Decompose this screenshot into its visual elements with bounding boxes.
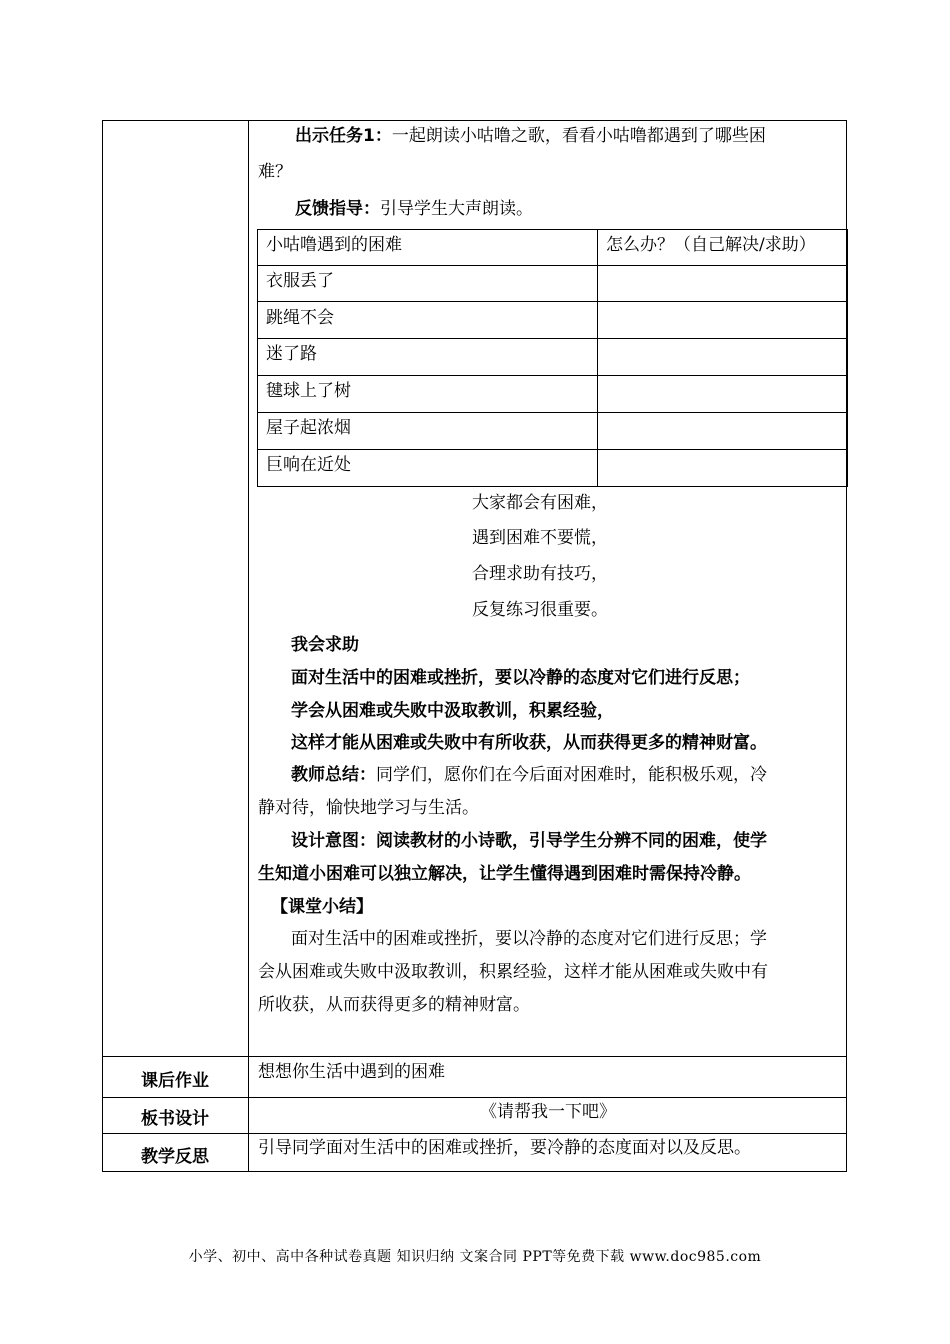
teacher-summary-line-2: 静对待，愉快地学习与生活。	[258, 798, 479, 818]
teacher-summary-text: 同学们，愿你们在今后面对困难时，能积极乐观，冷	[376, 765, 767, 785]
poem-line: 合理求助有技巧，	[472, 564, 608, 584]
difficulty-row: 屋子起浓烟	[266, 418, 351, 438]
difficulty-row: 毽球上了树	[266, 381, 351, 401]
difficulty-table-row-divider	[257, 449, 848, 450]
solution-header: 怎么办？（自己解决/求助）	[606, 235, 816, 255]
feedback-text: 引导学生大声朗读。	[380, 199, 533, 219]
board-design-label: 板书设计	[141, 1109, 209, 1129]
table-row-divider	[102, 1056, 847, 1057]
task-text: 一起朗读小咕噜之歌，看看小咕噜都遇到了哪些困	[391, 126, 766, 146]
task-label: 出示任务1：	[295, 126, 392, 146]
table-row-divider	[102, 1097, 847, 1098]
difficulty-header: 小咕噜遇到的困难	[266, 235, 402, 255]
task-line-2: 难？	[258, 162, 292, 182]
table-column-divider	[248, 120, 249, 1172]
poem-line: 反复练习很重要。	[472, 600, 608, 620]
teacher-summary-label: 教师总结：	[291, 765, 376, 785]
task-line-1	[295, 126, 766, 146]
board-design-content: 《请帮我一下吧》	[480, 1102, 616, 1122]
class-summary-line: 会从困难或失败中汲取教训，积累经验，这样才能从困难或失败中有	[258, 962, 768, 982]
design-intent-line-1: 设计意图：阅读教材的小诗歌，引导学生分辨不同的困难，使学	[291, 831, 767, 851]
class-summary-title: 【课堂小结】	[271, 897, 373, 917]
help-title: 我会求助	[291, 635, 359, 655]
teacher-summary-line-1	[291, 765, 767, 785]
help-line: 这样才能从困难或失败中有所收获，从而获得更多的精神财富。	[291, 733, 767, 753]
class-summary-line: 面对生活中的困难或挫折，要以冷静的态度对它们进行反思；学	[291, 929, 767, 949]
difficulty-table-row-divider	[257, 265, 848, 266]
table-row-divider	[102, 1133, 847, 1134]
difficulty-row: 衣服丢了	[266, 271, 334, 291]
difficulty-table-row-divider	[257, 375, 848, 376]
feedback-line	[295, 199, 533, 219]
difficulty-table-row-divider	[257, 301, 848, 302]
feedback-label: 反馈指导：	[295, 199, 380, 219]
class-summary-line: 所收获，从而获得更多的精神财富。	[258, 995, 530, 1015]
help-line: 学会从困难或失败中汲取教训，积累经验，	[291, 701, 614, 721]
difficulty-table-row-divider	[257, 338, 848, 339]
poem-line: 大家都会有困难，	[472, 493, 608, 513]
reflection-label: 教学反思	[141, 1147, 209, 1167]
help-line: 面对生活中的困难或挫折，要以冷静的态度对它们进行反思；	[291, 668, 750, 688]
difficulty-row: 迷了路	[266, 344, 317, 364]
difficulty-row: 跳绳不会	[266, 308, 334, 328]
page-footer: 小学、初中、高中各种试卷真题 知识归纳 文案合同 PPT等免费下载 www.doc985.com	[188, 1249, 762, 1265]
homework-content: 想想你生活中遇到的困难	[258, 1062, 445, 1082]
design-intent-line-2: 生知道小困难可以独立解决，让学生懂得遇到困难时需保持冷静。	[258, 864, 751, 884]
poem-line: 遇到困难不要慌，	[472, 528, 608, 548]
homework-label: 课后作业	[141, 1071, 209, 1091]
difficulty-row: 巨响在近处	[266, 455, 351, 475]
difficulty-table-row-divider	[257, 412, 848, 413]
reflection-content: 引导同学面对生活中的困难或挫折，要冷静的态度面对以及反思。	[258, 1138, 751, 1158]
